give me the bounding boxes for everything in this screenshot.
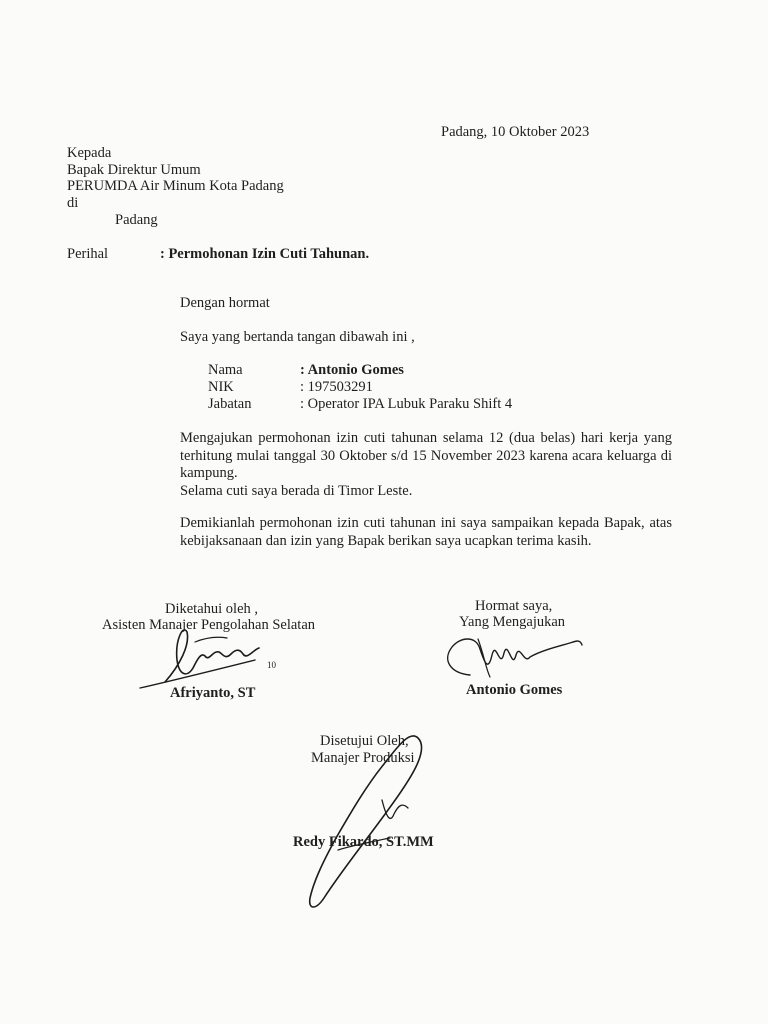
- closing-text: Demikianlah permohonan izin cuti tahunan ini saya sampaikan kepada Bapak, atas kebijaksanaan dan izin yang Bapak berikan saya ucapkan terima kasih.: [180, 515, 672, 549]
- body-paragraph: [180, 430, 672, 500]
- approved-name: Redy Fikardo, ST.MM: [293, 834, 434, 850]
- identity-row-jabatan: [208, 396, 512, 413]
- ack-mark: 10: [267, 660, 276, 670]
- closing-paragraph: [180, 515, 672, 550]
- ack-line1: Diketahui oleh ,: [165, 601, 259, 617]
- ack-signature-icon: [135, 620, 295, 695]
- identity-row-nik: [208, 379, 373, 396]
- greeting: Dengan hormat: [180, 295, 270, 311]
- ack-name: Afriyanto, ST: [170, 685, 256, 701]
- approved-line2: Manajer Produksi: [311, 750, 415, 766]
- identity-row-name: [208, 362, 404, 379]
- approved-line1: Disetujui Oleh,: [320, 733, 409, 749]
- recipient-name: Bapak Direktur Umum: [67, 162, 201, 178]
- recipient-at: di: [67, 195, 79, 211]
- subject-label: Perihal: [67, 246, 109, 262]
- body-text: Mengajukan permohonan izin cuti tahunan selama 12 (dua belas) hari kerja yang terhitung mulai tanggal 30 Oktober s/d 15 November 2023 karena acara keluarga di kampung.: [180, 430, 672, 481]
- identity-value: : 197503291: [300, 379, 373, 395]
- identity-label: NIK: [208, 379, 234, 395]
- recipient-city: Padang: [115, 212, 158, 228]
- applicant-line2: Yang Mengajukan: [459, 614, 566, 630]
- body-text-location: Selama cuti saya berada di Timor Leste.: [180, 482, 413, 499]
- place-date: Padang, 10 Oktober 2023: [441, 124, 590, 140]
- identity-value: : Operator IPA Lubuk Paraku Shift 4: [300, 396, 513, 412]
- subject-value: : Permohonan Izin Cuti Tahunan.: [160, 246, 370, 262]
- recipient-to: Kepada: [67, 145, 112, 161]
- applicant-name: Antonio Gomes: [466, 682, 563, 698]
- identity-value: : Antonio Gomes: [300, 362, 404, 378]
- ack-line2: Asisten Manajer Pengolahan Selatan: [102, 617, 316, 633]
- intro-line: Saya yang bertanda tangan dibawah ini ,: [180, 329, 415, 345]
- approved-signature-icon: [290, 720, 450, 920]
- recipient-org: PERUMDA Air Minum Kota Padang: [67, 178, 284, 194]
- identity-label: Jabatan: [208, 396, 252, 412]
- applicant-line1: Hormat saya,: [475, 598, 553, 614]
- identity-label: Nama: [208, 362, 243, 378]
